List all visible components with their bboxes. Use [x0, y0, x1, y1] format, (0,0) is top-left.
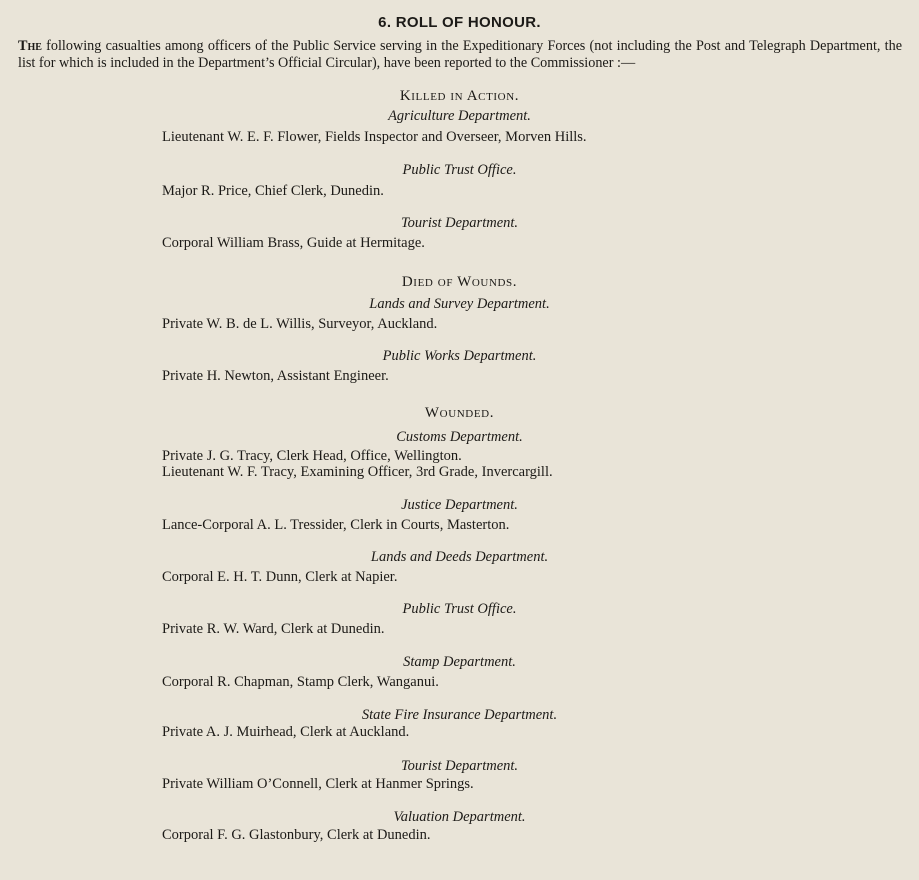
dept-heading: Lands and Survey Department. [369, 296, 550, 312]
dept-heading: Public Trust Office. [402, 601, 517, 617]
page-title: 6. ROLL OF HONOUR. [378, 14, 541, 31]
casualty-entry: Private A. J. Muirhead, Clerk at Auckland. [162, 724, 410, 740]
casualty-entry: Major R. Price, Chief Clerk, Dunedin. [162, 183, 384, 199]
dept-heading: Public Works Department. [382, 348, 537, 364]
dept-heading: Agriculture Department. [388, 108, 531, 124]
dept-heading: Lands and Deeds Department. [370, 549, 549, 565]
casualty-entry: Private William O’Connell, Clerk at Hanmer Springs. [162, 776, 474, 792]
intro-text: following casualties among officers of the Public Service serving in the Expeditionary Forces (not including the Post and Telegraph Department, the list for which is included in the Department’s Official Circular), have been reported to the Commissioner :— [18, 38, 903, 71]
dept-heading: Valuation Department. [393, 809, 526, 825]
section-heading-died: Died of Wounds. [401, 274, 518, 290]
dept-heading: Tourist Department. [400, 758, 519, 774]
casualty-entry: Lance-Corporal A. L. Tressider, Clerk in Courts, Masterton. [162, 517, 510, 533]
casualty-entry: Private J. G. Tracy, Clerk Head, Office, Wellington. [162, 448, 462, 464]
casualty-entry: Lieutenant W. E. F. Flower, Fields Inspector and Overseer, Morven Hills. [162, 129, 587, 145]
dept-heading: Justice Department. [401, 497, 518, 513]
casualty-entry: Corporal R. Chapman, Stamp Clerk, Wanganui. [162, 674, 439, 690]
dept-heading: Stamp Department. [403, 654, 516, 670]
casualty-entry: Private H. Newton, Assistant Engineer. [162, 368, 389, 384]
dept-heading: Tourist Department. [400, 215, 519, 231]
casualty-entry: Corporal F. G. Glastonbury, Clerk at Dunedin. [162, 827, 431, 843]
casualty-entry: Corporal William Brass, Guide at Hermitage. [162, 235, 425, 251]
intro-lead: The [18, 38, 42, 54]
casualty-entry: Lieutenant W. F. Tracy, Examining Officer, 3rd Grade, Invercargill. [162, 464, 553, 480]
dept-heading: Public Trust Office. [402, 162, 517, 178]
casualty-entry: Corporal E. H. T. Dunn, Clerk at Napier. [162, 569, 398, 585]
dept-heading: State Fire Insurance Department. [361, 707, 558, 723]
dept-heading: Customs Department. [396, 429, 523, 445]
intro-paragraph [18, 38, 902, 71]
section-heading-wounded: Wounded. [424, 405, 495, 421]
casualty-entry: Private W. B. de L. Willis, Surveyor, Auckland. [162, 316, 438, 332]
casualty-entry: Private R. W. Ward, Clerk at Dunedin. [162, 621, 385, 637]
section-heading-killed: Killed in Action. [399, 88, 520, 104]
